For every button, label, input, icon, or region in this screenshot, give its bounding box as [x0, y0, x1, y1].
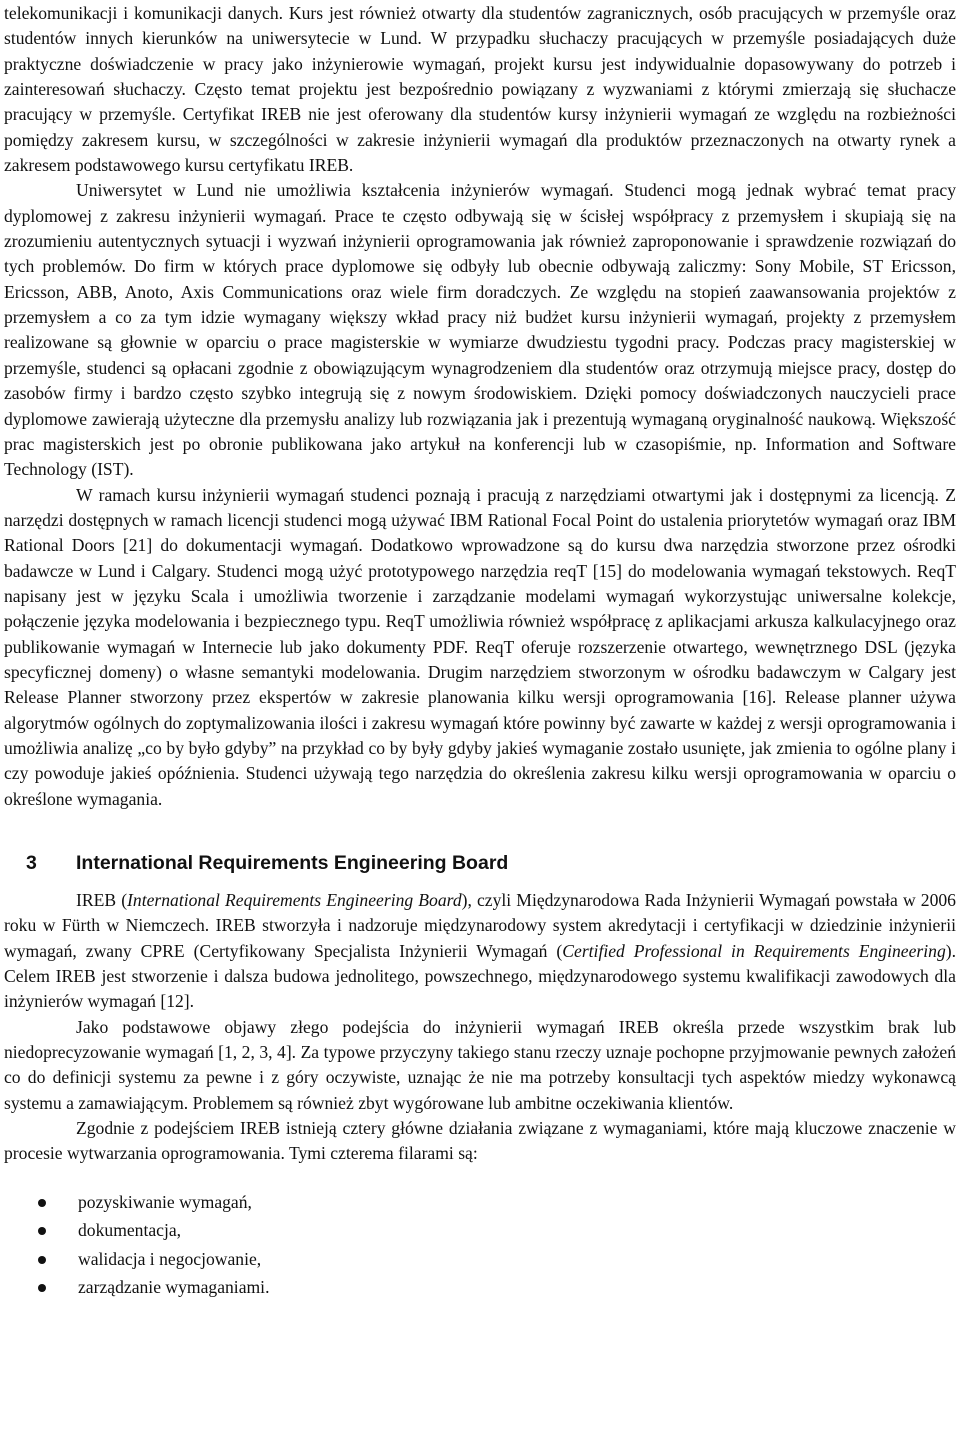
list-item: [4, 1245, 956, 1273]
section-heading: [4, 850, 956, 876]
bullet-icon: [38, 1284, 46, 1292]
list-item-text: zarządzanie wymaganiami.: [78, 1276, 270, 1297]
paragraph: W ramach kursu inżynierii wymagań studenci poznają i pracują z narzędziami otwartymi jak i dostępnymi za licencją. Z narzędzi dostępnych w ramach licencji studenci mogą używać IBM Rational Focal Point do ustalenia priorytetów wymagań oraz IBM Rational Doors [21] do dokumentacji wymagań. Dodatkowo wprowadzone są do kursu dwa narzędzia stworzone przez ośrodki badawcze w Lund i Calgary. Studenci mogą użyć prototypowego narzędzia reqT [15] do modelowania wymagań tekstowych. ReqT napisany jest w języku Scala i umożliwia tworzenie i zarządzanie modelami wymagań wykorzystując uniwersalne kolekcje, połączenie języka modelowania i bezpiecznego typu. ReqT umożliwia również współpracę z aplikacjami arkusza kalkulacyjnego oraz publikowanie wymagań w Internecie lub jako dokumenty PDF. ReqT oferuje rozszerzenie otwartego, wewnętrznego DSL (języka specyficznej domeny) o własne semantyki modelowania. Drugim narzędziem stworzonym w ośrodku badawczym w Calgary jest Release Planner stworzony przez ekspertów w zakresie planowania kilku wersji oprogramowania [16]. Release planner używa algorytmów ogólnych do zoptymalizowania ilości i zakresu wymagań które powinny być zawarte w każdej z wersji oprogramowania i umożliwia analizę „co by było gdyby” na przykład co by były gdyby jakieś wymaganie zostało usunięte, jak zmienia to ogólne plany i czy powoduje jakieś opóźnienia. Studenci używają tego narzędzia do określenia zakresu kilku wersji oprogramowania w oparciu o określone wymagania.: [4, 484, 956, 809]
section-title: International Requirements Engineering Board: [76, 852, 509, 874]
section-number: 3: [26, 852, 37, 874]
list-item-text: pozyskiwanie wymagań,: [78, 1191, 252, 1212]
list-item-text: walidacja i negocjowanie,: [78, 1248, 262, 1269]
text-span: ), czyli Międzynarodowa Rada Inżynierii Wymagań powstała w 2006 roku w Fürth w Niemczech. IREB stworzyła i nadzoruje międzynarodowy system akredytacji i certyfikacji w dziedzinie inżynierii wymagań, zwany CPRE (Certyfikowany Specjalista Inżynierii Wymagań (: [4, 890, 956, 961]
paragraph: Uniwersytet w Lund nie umożliwia kształcenia inżynierów wymagań. Studenci mogą jednak wybrać temat pracy dyplomowej z zakresu inżynierii wymagań. Prace te często odbywają się w ścisłej współpracy z przemysłem i skupiają się na zrozumieniu autentycznych sytuacji i wyzwań inżynierii oprogramowania jak również zaproponowanie i sprawdzenie rozwiązań do tych problemów. Do firm w których prace dyplomowe się odbyły lub obecnie odbywają zaliczmy: Sony Mobile, ST Ericsson, Ericsson, ABB, Anoto, Axis Communications oraz wiele firm doradczych. Ze względu na stopień zaawansowania projektów z przemysłem a co za tym idzie wymagany większy wkład pracy niż budżet kursu inżynierii wymagań, projekty z przemysłem realizowane są głownie w oparciu o prace magisterskie w wymiarze dwudziestu tygodni pracy. Podczas pracy magisterskiej w przemyśle, studenci są opłacani zgodnie z obowiązującym wynagrodzeniem dla studentów oraz otrzymują miejsce pracy, dostęp do zasobów firmy i bardzo często szybko integrują się z nowym środowiskiem. Dzięki pomocy doświadczonych nauczycieli prace dyplomowe zawierają użyteczne dla przemysłu analizy lub rozwiązania jak i prezentują wymaganą oryginalność naukową. Większość prac magisterskich jest po obronie publikowana jako artykuł na konferencji lub w czasopiśmie, np. Information and Software Technology (IST).: [4, 180, 956, 480]
paragraph: telekomunikacji i komunikacji danych. Kurs jest również otwarty dla studentów zagranicznych, osób pracujących w przemyśle oraz studentów innych kierunków na uniwersytecie w Lund. W przypadku słuchaczy pracujących w przemyśle posiadających duże praktyczne doświadczenie w pracy jako inżynierowie wymagań, projekt kursu jest indywidualnie dopasowywany do potrzeb i zainteresowań słuchaczy. Często temat projektu jest bezpośrednio powiązany z wyzwaniami z którymi zmierzają się słuchacze pracujący w przemyśle. Certyfikat IREB nie jest oferowany dla studentów kursy inżynierii wymagań ze względu na rozbieżności pomiędzy zakresem kursu, w szczególności w zakresie inżynierii wymagań dla produktów przeznaczonych na otwarty rynek a zakresem podstawowego kursu certyfikatu IREB.: [4, 3, 956, 176]
document-page: [4, 1, 956, 1301]
paragraph: Jako podstawowe objawy złego podejścia do inżynierii wymagań IREB określa przede wszystkim brak lub niedoprecyzowanie wymagań [1, 2, 3, 4]. Za typowe przyczyny takiego stanu rzeczy uznaje pochopne przyjmowanie pewnych założeń co do definicji systemu za pewne i z góry oczywiste, uznając że nie ma potrzeby konsultacji tych aspektów miedzy wykonawcą systemu a zamawiającym. Problemem są również zbyt wygórowane lub ambitne oczekiwania klientów.: [4, 1016, 956, 1113]
bullet-icon: [38, 1199, 46, 1207]
list-item: [4, 1273, 956, 1301]
text-span: IREB (: [76, 890, 128, 910]
emphasis-text: Certified Professional in Requirements Engineering: [562, 940, 946, 961]
emphasis-text: International Requirements Engineering Board: [127, 890, 462, 910]
bullet-icon: [38, 1256, 46, 1264]
list-item: [4, 1216, 956, 1244]
text-span: ). Celem IREB jest stworzenie i dalsza budowa jednolitego, powszechnego, międzynarodowego systemu kwalifikacji zawodowych dla inżynierów wymagań [12].: [4, 940, 957, 1012]
paragraph: Zgodnie z podejściem IREB istnieją cztery główne działania związane z wymaganiami, które mają kluczowe znaczenie w procesie wytwarzania oprogramowania. Tymi czterema filarami są:: [4, 1118, 956, 1164]
bullet-list: [4, 1188, 956, 1302]
paragraph: [4, 888, 956, 1015]
list-item-text: dokumentacja,: [78, 1220, 182, 1241]
bullet-icon: [38, 1227, 46, 1235]
list-item: [4, 1188, 956, 1216]
